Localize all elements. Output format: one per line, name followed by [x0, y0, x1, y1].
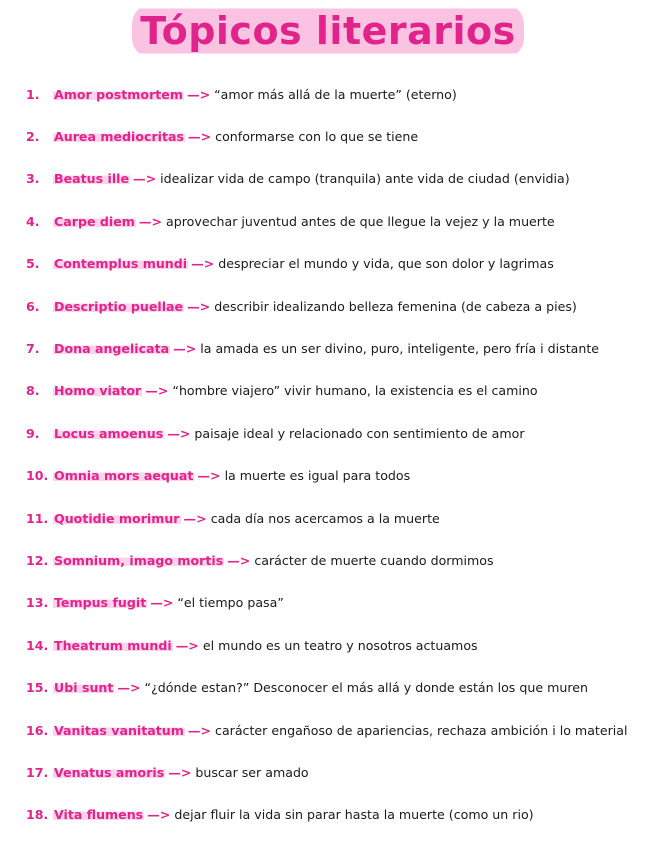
- item-number: 8.: [26, 383, 40, 399]
- item-number: 10.: [26, 468, 49, 484]
- item-term: Theatrum mundi: [54, 637, 172, 653]
- item-term: Venatus amoris: [54, 764, 165, 780]
- topics-list: [26, 73, 648, 836]
- item-term: Vita flumens: [54, 807, 144, 823]
- item-number: 7.: [26, 341, 40, 357]
- list-item: [26, 539, 648, 581]
- item-number: 13.: [26, 595, 49, 611]
- item-definition: el mundo es un teatro y nosotros actuamos: [202, 637, 478, 653]
- item-term: Contemplus mundi: [54, 256, 188, 272]
- item-number: 5.: [26, 256, 40, 272]
- item-number: 2.: [26, 129, 40, 145]
- item-term: Homo viator: [54, 383, 142, 399]
- item-number: 12.: [26, 552, 49, 568]
- item-definition: idealizar vida de campo (tranquila) ante vida de ciudad (envidia): [160, 171, 570, 187]
- arrow-icon: —>: [117, 680, 141, 696]
- item-definition: carácter engañoso de apariencias, rechaza ambición i lo material: [215, 722, 628, 738]
- item-number: 14.: [26, 637, 49, 653]
- item-term: Amor postmortem: [54, 86, 183, 102]
- item-definition: conformarse con lo que se tiene: [215, 129, 419, 145]
- item-definition: “hombre viajero” vivir humano, la existencia es el camino: [172, 383, 538, 399]
- item-term: Ubi sunt: [54, 680, 114, 696]
- arrow-icon: —>: [168, 764, 192, 780]
- arrow-icon: —>: [167, 425, 191, 441]
- list-item: [26, 285, 648, 327]
- list-item: [26, 158, 648, 200]
- arrow-icon: —>: [186, 86, 211, 102]
- list-item: [26, 73, 648, 115]
- item-definition: la amada es un ser divino, puro, inteligente, pero fría i distante: [200, 341, 600, 357]
- list-item: [26, 497, 648, 539]
- title-container: [0, 4, 656, 58]
- list-item: [26, 243, 648, 285]
- item-number: 11.: [26, 510, 49, 526]
- item-number: 4.: [26, 213, 40, 229]
- arrow-icon: —>: [187, 298, 211, 314]
- list-item: [26, 412, 648, 454]
- list-item: [26, 794, 648, 836]
- item-term: Omnia mors aequat: [54, 468, 194, 484]
- item-term: Beatus ille: [54, 171, 129, 187]
- item-term: Tempus fugit: [54, 595, 147, 611]
- arrow-icon: —>: [197, 468, 221, 484]
- item-definition: cada día nos acercamos a la muerte: [210, 510, 440, 526]
- item-definition: despreciar el mundo y vida, que son dolor y lagrimas: [218, 256, 554, 272]
- list-item: [26, 751, 648, 793]
- arrow-icon: —>: [227, 552, 251, 568]
- item-definition: la muerte es igual para todos: [224, 468, 411, 484]
- item-term: Vanitas vanitatum: [54, 722, 184, 738]
- item-number: 9.: [26, 425, 40, 441]
- item-definition: “¿dónde estan?” Desconocer el más allá y donde están los que muren: [144, 680, 588, 696]
- list-item: [26, 624, 648, 666]
- arrow-icon: —>: [191, 256, 215, 272]
- item-number: 17.: [26, 764, 49, 780]
- item-term: Dona angelicata: [54, 341, 170, 357]
- arrow-icon: —>: [173, 341, 197, 357]
- arrow-icon: —>: [150, 595, 174, 611]
- item-term: Locus amoenus: [54, 425, 164, 441]
- item-definition: buscar ser amado: [195, 764, 309, 780]
- item-number: 1.: [26, 86, 40, 102]
- arrow-icon: —>: [133, 171, 157, 187]
- arrow-icon: —>: [188, 129, 212, 145]
- arrow-icon: —>: [175, 637, 199, 653]
- arrow-icon: —>: [187, 722, 212, 738]
- item-number: 15.: [26, 680, 49, 696]
- item-term: Carpe diem: [54, 213, 135, 229]
- list-item: [26, 582, 648, 624]
- item-number: 3.: [26, 171, 40, 187]
- list-item: [26, 370, 648, 412]
- item-number: 18.: [26, 807, 49, 823]
- item-term: Aurea mediocritas: [54, 129, 185, 145]
- item-definition: “amor más allá de la muerte” (eterno): [214, 86, 457, 102]
- item-definition: carácter de muerte cuando dormimos: [254, 552, 494, 568]
- arrow-icon: —>: [183, 510, 207, 526]
- list-item: [26, 666, 648, 708]
- arrow-icon: —>: [138, 213, 163, 229]
- list-item: [26, 327, 648, 369]
- arrow-icon: —>: [145, 383, 169, 399]
- item-definition: “el tiempo pasa”: [177, 595, 284, 611]
- item-number: 16.: [26, 722, 49, 738]
- list-item: [26, 709, 648, 751]
- item-definition: describir idealizando belleza femenina (de cabeza a pies): [214, 298, 577, 314]
- list-item: [26, 200, 648, 242]
- item-number: 6.: [26, 298, 40, 314]
- item-term: Somnium, imago mortis: [54, 552, 224, 568]
- page-title: Tópicos literarios: [132, 4, 524, 58]
- arrow-icon: —>: [147, 807, 171, 823]
- item-definition: paisaje ideal y relacionado con sentimiento de amor: [194, 425, 525, 441]
- item-definition: aprovechar juventud antes de que llegue la vejez y la muerte: [166, 213, 555, 229]
- item-definition: dejar fluir la vida sin parar hasta la muerte (como un rio): [174, 807, 534, 823]
- list-item: [26, 455, 648, 497]
- list-item: [26, 115, 648, 157]
- item-term: Quotidie morimur: [54, 510, 180, 526]
- item-term: Descriptio puellae: [54, 298, 184, 314]
